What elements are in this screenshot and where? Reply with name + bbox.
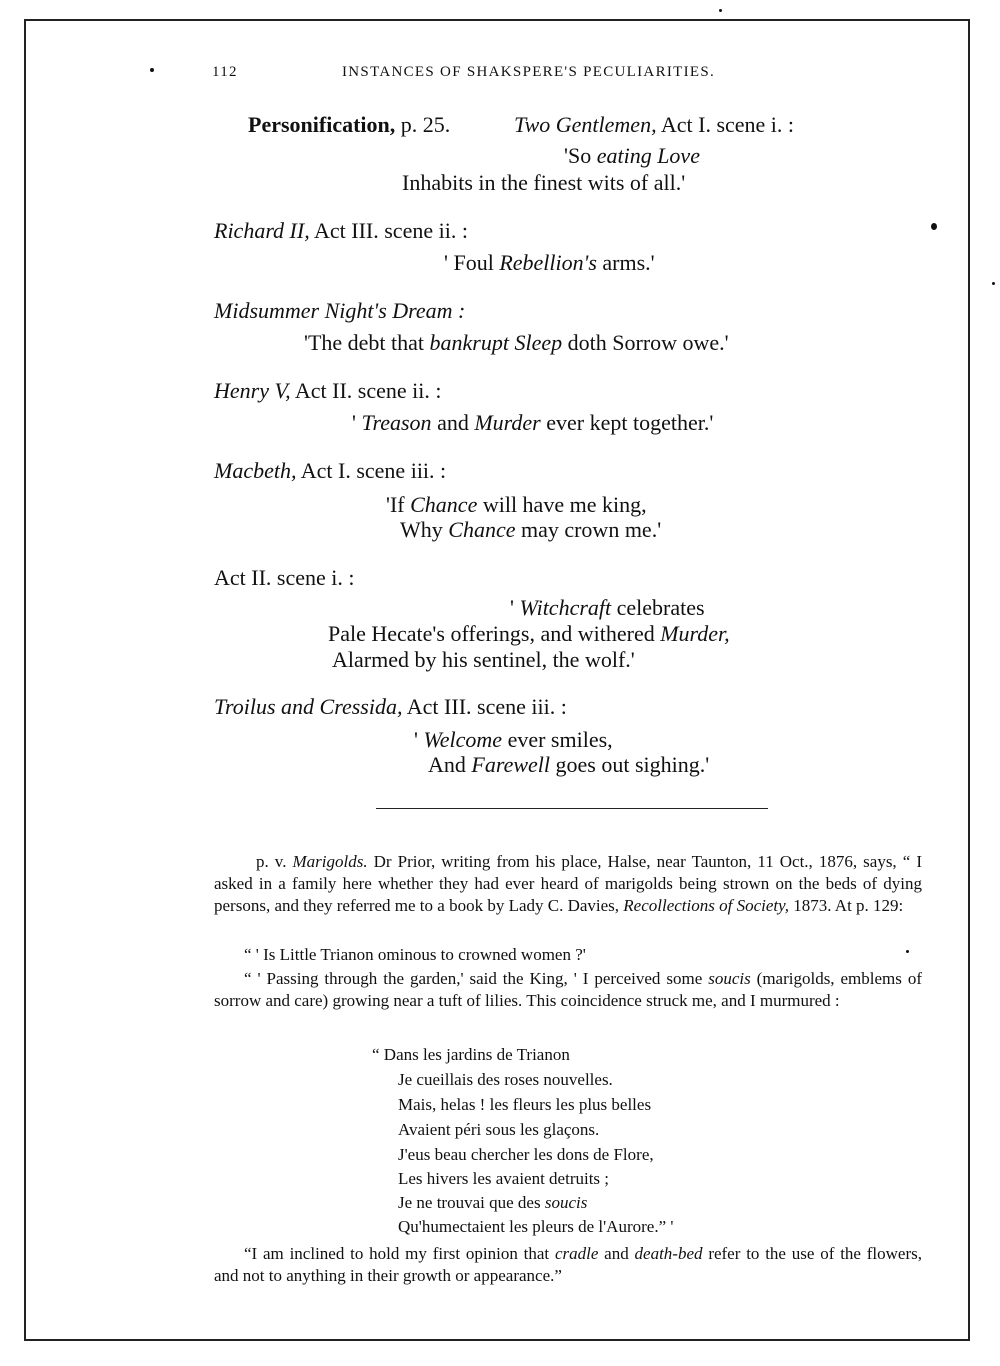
- quote-emphasis: Treason: [361, 410, 432, 435]
- quote-emphasis: Farewell: [471, 752, 551, 777]
- section-label: Personification,: [248, 112, 396, 137]
- play-title: Troilus and Cressida,: [214, 694, 403, 719]
- quote-text: Why: [400, 517, 449, 542]
- act-scene: Act III. scene iii. :: [402, 694, 567, 719]
- quote-line: Alarmed by his sentinel, the wolf.': [332, 647, 635, 672]
- quote-line: [328, 621, 730, 647]
- entry-two-gentlemen-citation: [514, 112, 794, 138]
- quote-text: ever smiles,: [502, 727, 613, 752]
- poem-line: Mais, helas ! les fleurs les plus belles: [398, 1095, 652, 1114]
- quote-emphasis: Murder,: [660, 621, 730, 646]
- footnote-paragraph: [214, 851, 922, 917]
- act-scene: Act I. scene i. :: [656, 112, 795, 137]
- footnote-text: and: [598, 1244, 635, 1263]
- footnote-emphasis: Recollections of Society,: [623, 896, 789, 915]
- quote-text: celebrates: [611, 595, 705, 620]
- entry-henry-citation: [214, 378, 442, 404]
- act-scene: Act I. scene iii. :: [296, 458, 447, 483]
- quote-line: [444, 250, 655, 276]
- print-speck: [719, 9, 722, 12]
- running-title: INSTANCES OF SHAKSPERE'S PECULIARITIES.: [342, 64, 716, 80]
- entry-macbeth-citation: [214, 458, 446, 484]
- print-speck: [906, 950, 909, 953]
- play-title: Two Gentlemen,: [514, 112, 657, 137]
- act-scene: Act II. scene ii. :: [290, 378, 442, 403]
- footnote-text: p. v.: [256, 852, 293, 871]
- quote-line: Inhabits in the finest wits of all.': [402, 170, 686, 195]
- footnote-quote-line: “ ' Is Little Trianon ominous to crowned women ?': [244, 945, 586, 964]
- quote-emphasis: Chance: [448, 517, 516, 542]
- print-speck: [992, 282, 995, 285]
- quote-text: may crown me.': [515, 517, 662, 542]
- entry-macbeth-act2-citation: Act II. scene i. :: [214, 565, 355, 590]
- quote-text: ': [352, 410, 362, 435]
- quote-text: 'If: [386, 492, 411, 517]
- quote-text: and: [431, 410, 475, 435]
- footnote-emphasis: soucis: [708, 969, 751, 988]
- footnote-emphasis: death-bed: [634, 1244, 703, 1263]
- footnote-paragraph: [214, 968, 922, 1012]
- footnote-text: (marigolds, emblems of sorrow and care) growing near a tuft of lilies. This coincidence struck me, and I murmured :: [214, 969, 922, 1010]
- poem-line: “ Dans les jardins de Trianon: [372, 1045, 570, 1064]
- poem-line: Qu'humectaient les pleurs de l'Aurore.” ': [398, 1217, 674, 1236]
- quote-text: ': [414, 727, 424, 752]
- print-speck: [150, 68, 154, 72]
- quote-text: ' Foul: [444, 250, 500, 275]
- quote-emphasis: Rebellion's: [499, 250, 597, 275]
- quote-text: arms.': [596, 250, 655, 275]
- quote-text: will have me king,: [477, 492, 647, 517]
- poem-line: Les hivers les avaient detruits ;: [398, 1169, 610, 1188]
- poem-line: Avaient péri sous les glaçons.: [398, 1120, 600, 1139]
- quote-line: [304, 330, 729, 356]
- act-scene: Act III. scene ii. :: [309, 218, 468, 243]
- quote-text: Pale Hecate's offerings, and withered: [328, 621, 661, 646]
- page-number: 112: [212, 64, 238, 80]
- quote-emphasis: Chance: [410, 492, 478, 517]
- section-divider: [376, 808, 768, 809]
- quote-emphasis: Murder: [474, 410, 541, 435]
- footnote-text: 1873. At p. 129:: [789, 896, 904, 915]
- footnote-text: “I am inclined to hold my first opinion that: [244, 1244, 555, 1263]
- footnote-text: Dr Prior, writing from his place, Halse, near Taunton, 11 Oct., 1876, says, “ I asked in a family here whether they had ever heard of marigolds being strown on the beds of dying persons, and they referred me to a book by Lady C. Davies,: [214, 852, 922, 915]
- quote-line: [564, 143, 700, 169]
- quote-line: [352, 410, 713, 436]
- play-title: Midsummer Night's Dream :: [214, 298, 466, 323]
- entry-troilus-citation: [214, 694, 567, 720]
- poem-emphasis: soucis: [544, 1193, 588, 1212]
- quote-line: [414, 727, 613, 753]
- quote-line: [400, 517, 661, 543]
- quote-text: 'So: [564, 143, 597, 168]
- quote-line: [428, 752, 709, 778]
- quote-line: [386, 492, 647, 518]
- poem-line: Je cueillais des roses nouvelles.: [398, 1070, 613, 1089]
- quote-text: 'The debt that: [304, 330, 430, 355]
- footnote-emphasis: Marigolds.: [292, 852, 368, 871]
- quote-text: And: [428, 752, 472, 777]
- footnote-emphasis: cradle: [554, 1244, 599, 1263]
- quote-text: ever kept together.': [540, 410, 714, 435]
- poem-line: J'eus beau chercher les dons de Flore,: [398, 1145, 654, 1164]
- page-reference: p. 25.: [395, 112, 451, 137]
- quote-emphasis: bankrupt Sleep: [429, 330, 563, 355]
- play-title: Richard II,: [214, 218, 310, 243]
- quote-line: [510, 595, 705, 621]
- footnote-text: refer to the use of the flowers, and not to anything in their growth or appearance.”: [214, 1244, 923, 1285]
- play-title: Macbeth,: [214, 458, 297, 483]
- entry-midsummer-citation: [214, 298, 465, 324]
- quote-emphasis: Welcome: [423, 727, 503, 752]
- print-speck: [931, 223, 937, 230]
- footnote-text: “ ' Passing through the garden,' said the King, ' I perceived some: [244, 969, 709, 988]
- poem-text: Je ne trouvai que des: [398, 1193, 545, 1212]
- quote-text: ': [510, 595, 520, 620]
- quote-emphasis: eating Love: [596, 143, 700, 168]
- footnote-paragraph: [214, 1243, 922, 1287]
- quote-text: doth Sorrow owe.': [562, 330, 729, 355]
- page-border: [24, 19, 970, 1341]
- play-title: Henry V,: [214, 378, 291, 403]
- entry-richard-citation: [214, 218, 468, 244]
- entry-personification-heading: [248, 112, 450, 138]
- quote-text: goes out sighing.': [550, 752, 710, 777]
- poem-line: [398, 1192, 587, 1214]
- quote-emphasis: Witchcraft: [519, 595, 612, 620]
